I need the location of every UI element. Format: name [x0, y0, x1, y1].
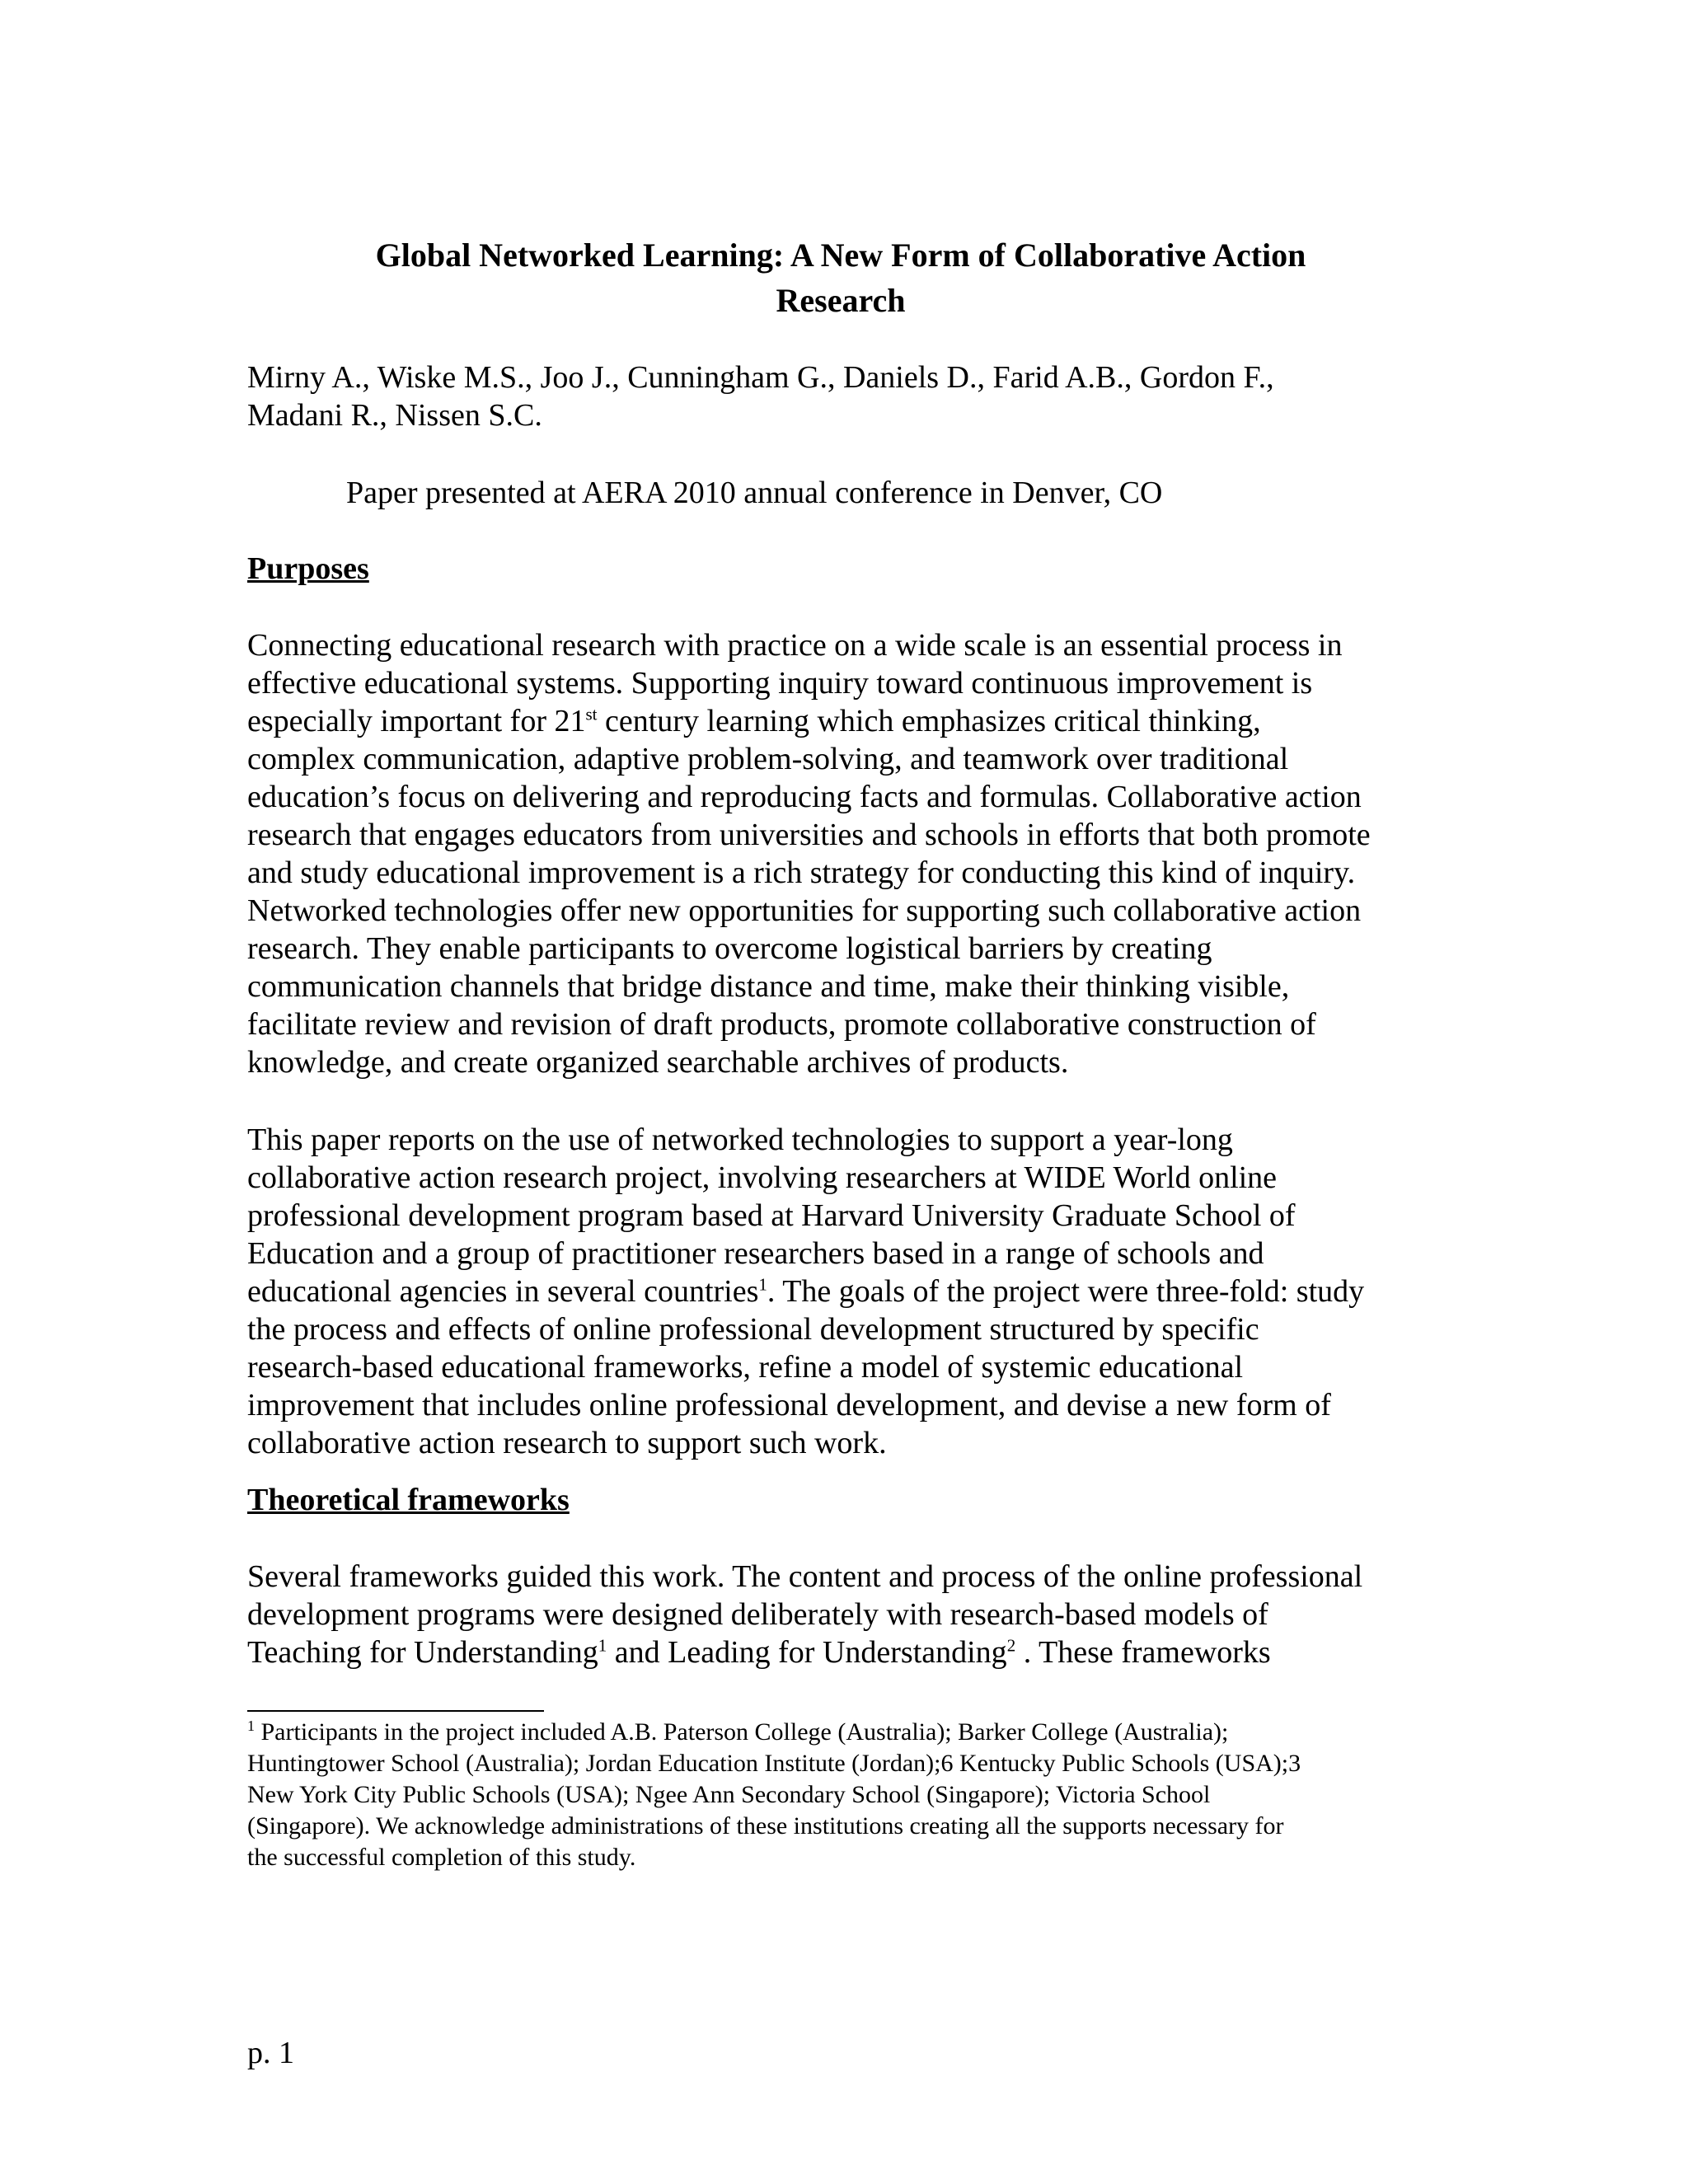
text-line: and study educational improvement is a rich strategy for conducting this kind of inquiry. — [247, 855, 1356, 890]
text-run: . These frameworks — [1015, 1635, 1271, 1670]
text-line: facilitate review and revision of draft products, promote collaborative construction of — [247, 1007, 1316, 1042]
text-line: effective educational systems. Supporting inquiry toward continuous improvement is — [247, 666, 1313, 701]
footnote-line — [247, 1717, 1301, 1748]
text-line: Networked technologies offer new opportunities for supporting such collaborative action — [247, 893, 1362, 928]
text-line: research-based educational frameworks, refine a model of systemic educational — [247, 1350, 1244, 1385]
text-line: collaborative action research to support such work. — [247, 1426, 887, 1460]
text-line: collaborative action research project, involving researchers at WIDE World online — [247, 1160, 1278, 1195]
theoretical-paragraph-1 — [247, 1558, 1362, 1671]
footnote-1 — [247, 1717, 1301, 1873]
superscript: st — [585, 704, 598, 724]
text-line: improvement that includes online professional development, and devise a new form of — [247, 1388, 1331, 1422]
text-line: Several frameworks guided this work. The content and process of the online professional — [247, 1559, 1363, 1594]
text-run: educational agencies in several countries — [247, 1274, 759, 1309]
footnote-marker: 1 — [247, 1718, 255, 1734]
footnote-line: Huntingtower School (Australia); Jordan Education Institute (Jordan);6 Kentucky Public Schools (USA);3 — [247, 1750, 1301, 1777]
paper-title-line-1: Global Networked Learning: A New Form of Collaborative Action — [375, 237, 1306, 274]
footnote-separator — [247, 1710, 544, 1712]
footnote-line: New York City Public Schools (USA); Ngee Ann Secondary School (Singapore); Victoria School — [247, 1781, 1211, 1808]
purposes-paragraph-2 — [247, 1121, 1364, 1462]
text-line: complex communication, adaptive problem-solving, and teamwork over traditional — [247, 742, 1289, 776]
text-run: and Leading for Understanding — [607, 1635, 1007, 1670]
text-line: professional development program based at Harvard University Graduate School of — [247, 1198, 1296, 1233]
text-line: education’s focus on delivering and reproducing facts and formulas. Collaborative action — [247, 780, 1362, 814]
footnote-reference[interactable]: 1 — [758, 1274, 767, 1295]
footnote-line: the successful completion of this study. — [247, 1844, 636, 1871]
superscript: 2 — [1006, 1635, 1016, 1656]
text-run: especially important for 21 — [247, 704, 586, 738]
page-number: p. 1 — [247, 2036, 294, 2070]
section-heading-theoretical-frameworks: Theoretical frameworks — [247, 1483, 570, 1517]
text-line: knowledge, and create organized searchable archives of products. — [247, 1045, 1069, 1080]
paper-title-line-2: Research — [776, 282, 906, 319]
paper-title — [247, 232, 1434, 323]
text-line: This paper reports on the use of networked technologies to support a year-long — [247, 1122, 1233, 1157]
text-line: communication channels that bridge distance and time, make their thinking visible, — [247, 969, 1290, 1004]
text-line — [247, 702, 1371, 740]
text-run: Participants in the project included A.B. Paterson College (Australia); Barker College (Australia); — [255, 1718, 1229, 1746]
section-heading-purposes: Purposes — [247, 551, 369, 586]
author-list — [247, 359, 1434, 434]
text-run: century learning which emphasizes critical thinking, — [597, 704, 1261, 738]
text-line: research that engages educators from universities and schools in efforts that both promote — [247, 818, 1371, 852]
text-line: Education and a group of practitioner researchers based in a range of schools and — [247, 1236, 1264, 1271]
author-list-line-1: Mirny A., Wiske M.S., Joo J., Cunningham G., Daniels D., Farid A.B., Gordon F., — [247, 360, 1274, 395]
conference-note: Paper presented at AERA 2010 annual conference in Denver, CO — [346, 476, 1163, 510]
text-line: development programs were designed deliberately with research-based models of — [247, 1597, 1268, 1632]
text-line: the process and effects of online professional development structured by specific — [247, 1312, 1259, 1347]
text-line: research. They enable participants to overcome logistical barriers by creating — [247, 931, 1212, 966]
text-line — [247, 1272, 1364, 1310]
text-line — [247, 1633, 1362, 1671]
superscript: 1 — [598, 1635, 607, 1656]
author-list-line-2: Madani R., Nissen S.C. — [247, 398, 542, 433]
purposes-paragraph-1 — [247, 626, 1371, 1081]
text-run: . The goals of the project were three-fold: study — [767, 1274, 1365, 1309]
text-run: Teaching for Understanding — [247, 1635, 598, 1670]
footnote-line: (Singapore). We acknowledge administrations of these institutions creating all the supports necessary for — [247, 1812, 1284, 1840]
text-line: Connecting educational research with practice on a wide scale is an essential process in — [247, 628, 1343, 663]
